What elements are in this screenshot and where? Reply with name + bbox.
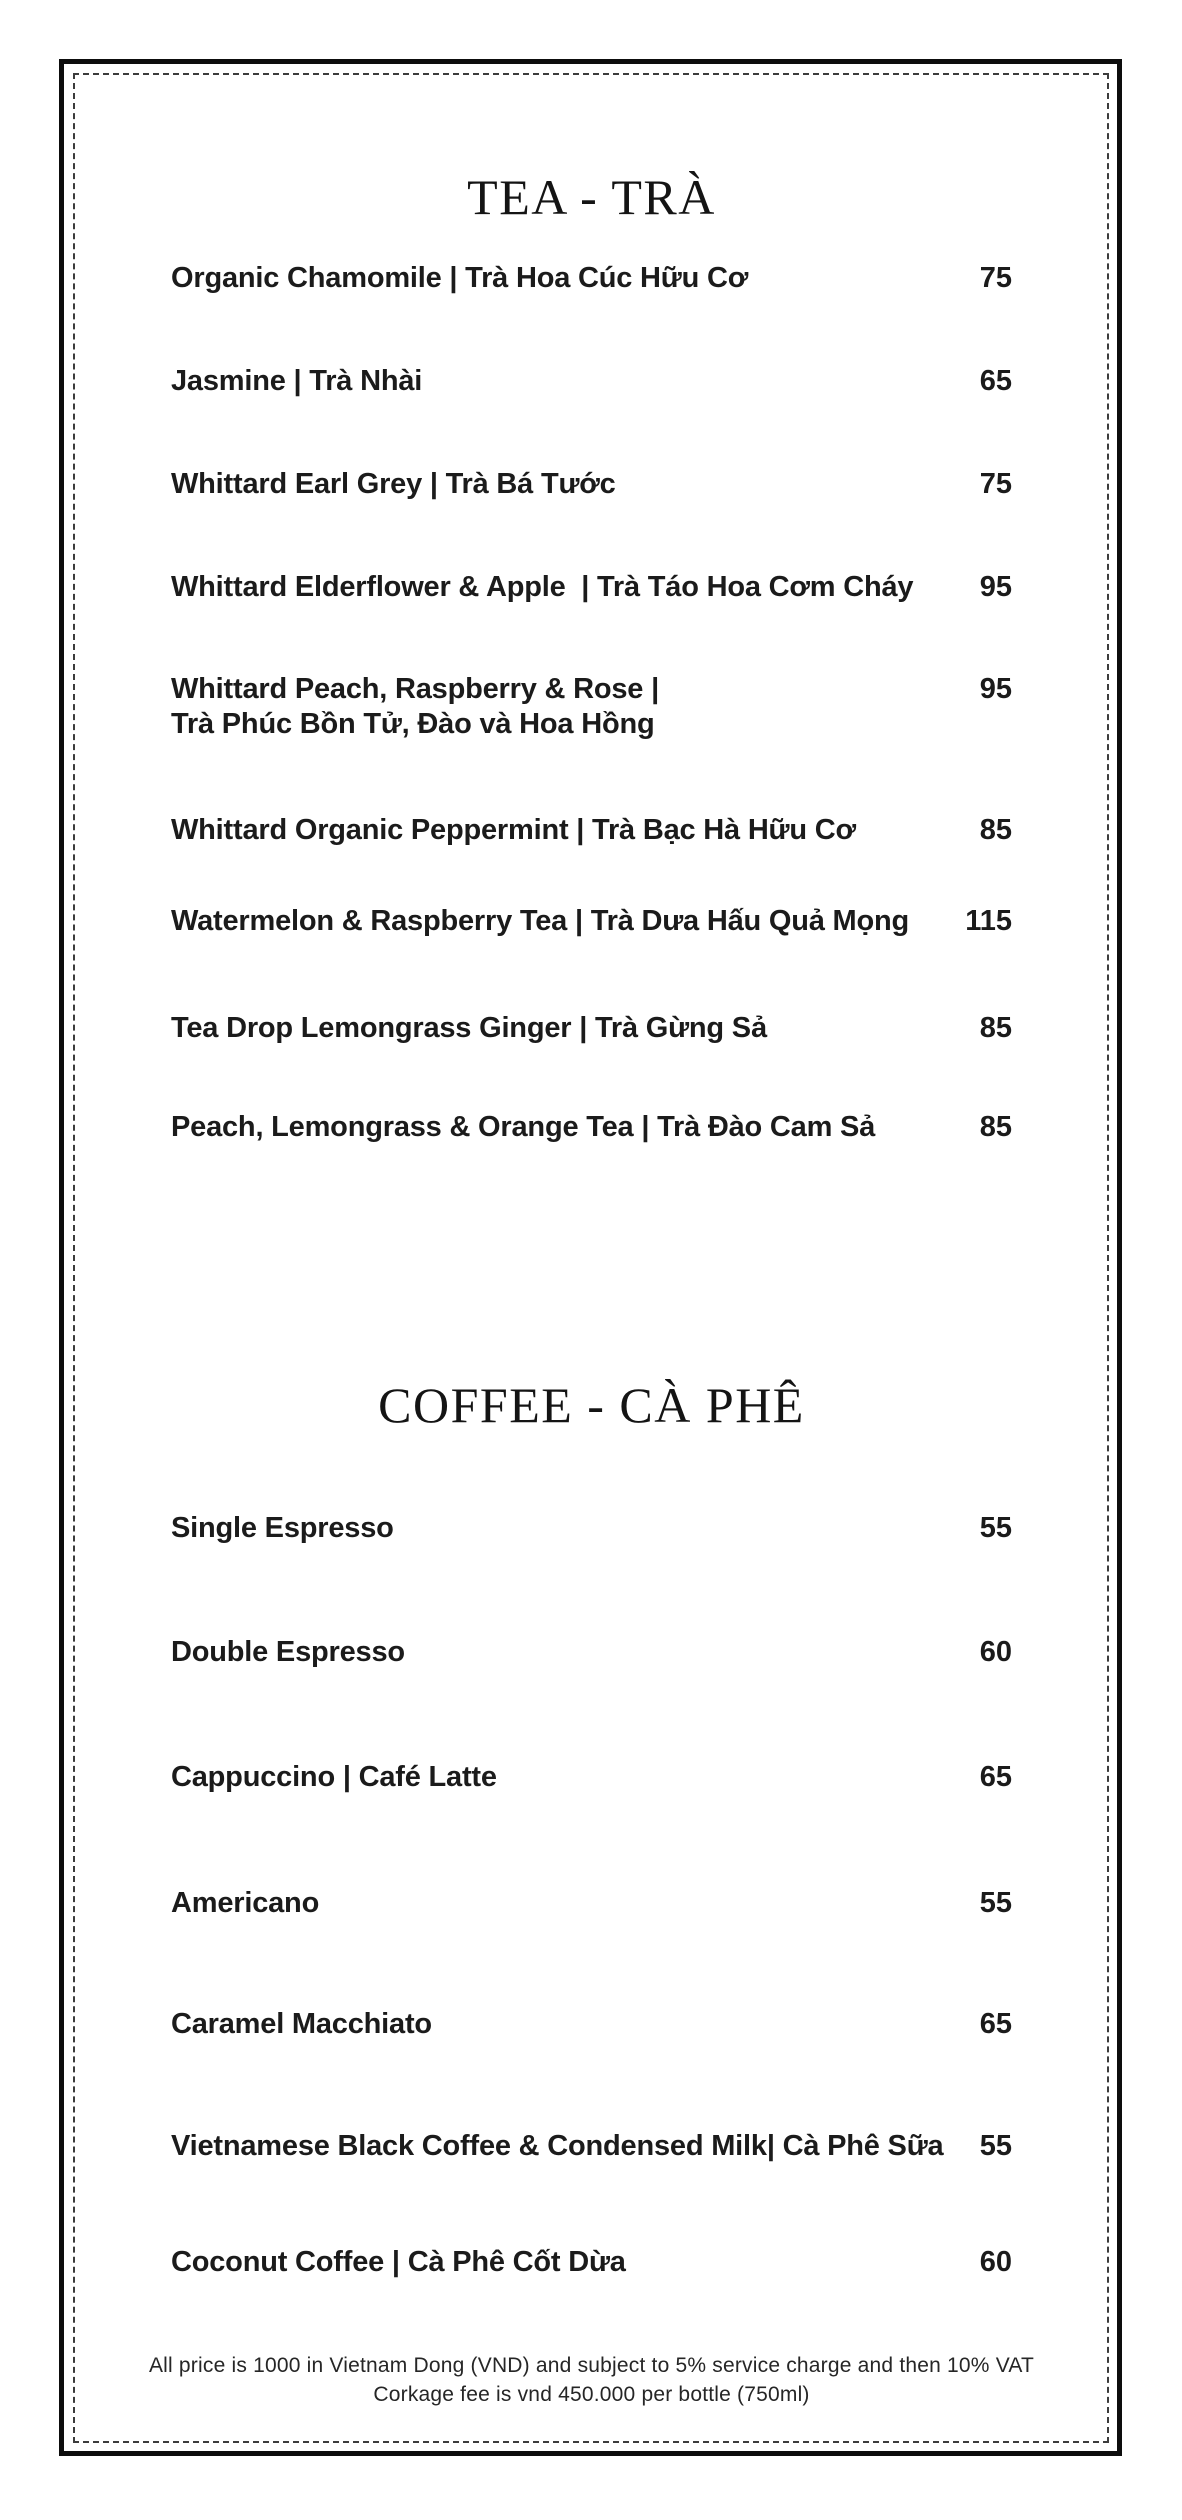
section-title-tea: TEA - TRÀ xyxy=(467,169,716,225)
item-name: Peach, Lemongrass & Orange Tea | Trà Đào Cam Sả xyxy=(171,1111,876,1143)
item-name: Whittard Earl Grey | Trà Bá Tước xyxy=(171,468,616,500)
item-price: 55 xyxy=(979,1887,1012,1919)
inner-border xyxy=(73,73,1109,2443)
item-name: Caramel Macchiato xyxy=(171,2008,432,2040)
footer-note-line1: All price is 1000 in Vietnam Dong (VND) and subject to 5% service charge and then 10% VAT xyxy=(148,2354,1035,2377)
item-name xyxy=(171,672,659,742)
item-name-line2: Trà Phúc Bồn Tử, Đào và Hoa Hồng xyxy=(171,708,655,740)
menu-item-row xyxy=(171,2007,1012,2042)
item-price: 65 xyxy=(979,365,1012,397)
item-price: 75 xyxy=(979,468,1012,500)
menu-item-row xyxy=(171,904,1012,939)
menu-item-row xyxy=(171,1110,1012,1145)
menu-item-row xyxy=(171,2245,1012,2280)
menu-item-row xyxy=(171,1011,1012,1046)
item-name: Double Espresso xyxy=(171,1636,405,1668)
menu-item-row xyxy=(171,813,1012,848)
item-price: 85 xyxy=(979,1012,1012,1044)
item-name: Whittard Organic Peppermint | Trà Bạc Hà Hữu Cơ xyxy=(171,814,856,846)
menu-item-row xyxy=(171,1760,1012,1795)
item-price: 60 xyxy=(979,1636,1012,1668)
item-price: 55 xyxy=(979,2130,1012,2162)
item-price: 85 xyxy=(979,814,1012,846)
item-name: Cappuccino | Café Latte xyxy=(171,1761,497,1793)
item-price: 60 xyxy=(979,2246,1012,2278)
item-name: Coconut Coffee | Cà Phê Cốt Dừa xyxy=(171,2246,626,2278)
menu-item-row xyxy=(171,1635,1012,1670)
item-price: 65 xyxy=(979,2008,1012,2040)
menu-item-row xyxy=(171,261,1012,296)
item-price: 95 xyxy=(979,673,1012,705)
menu-item-row xyxy=(171,1886,1012,1921)
menu-item-row xyxy=(171,467,1012,502)
menu-item-row xyxy=(171,570,1012,605)
menu-item-row xyxy=(171,672,1012,742)
item-name-line1: Whittard Peach, Raspberry & Rose | xyxy=(171,673,659,705)
item-name: Jasmine | Trà Nhài xyxy=(171,365,423,397)
item-name: Single Espresso xyxy=(171,1512,394,1544)
item-name: Watermelon & Raspberry Tea | Trà Dưa Hấu Quả Mọng xyxy=(171,905,910,937)
item-price: 65 xyxy=(979,1761,1012,1793)
item-price: 85 xyxy=(979,1111,1012,1143)
menu-item-row xyxy=(171,364,1012,399)
menu-item-row xyxy=(171,1511,1012,1546)
item-price: 75 xyxy=(979,262,1012,294)
menu-item-row xyxy=(171,2129,1012,2164)
item-name: Organic Chamomile | Trà Hoa Cúc Hữu Cơ xyxy=(171,262,749,294)
section-title-coffee: COFFEE - CÀ PHÊ xyxy=(378,1377,805,1433)
item-price: 55 xyxy=(979,1512,1012,1544)
item-name: Tea Drop Lemongrass Ginger | Trà Gừng Sả xyxy=(171,1012,767,1044)
item-price: 115 xyxy=(965,905,1012,937)
item-price: 95 xyxy=(979,571,1012,603)
item-name: Whittard Elderflower & Apple | Trà Táo Hoa Cơm Cháy xyxy=(171,571,914,603)
item-name: Americano xyxy=(171,1887,320,1919)
item-name: Vietnamese Black Coffee & Condensed Milk| Cà Phê Sữa xyxy=(171,2130,944,2162)
footer-note-line2: Corkage fee is vnd 450.000 per bottle (750ml) xyxy=(373,2383,810,2406)
